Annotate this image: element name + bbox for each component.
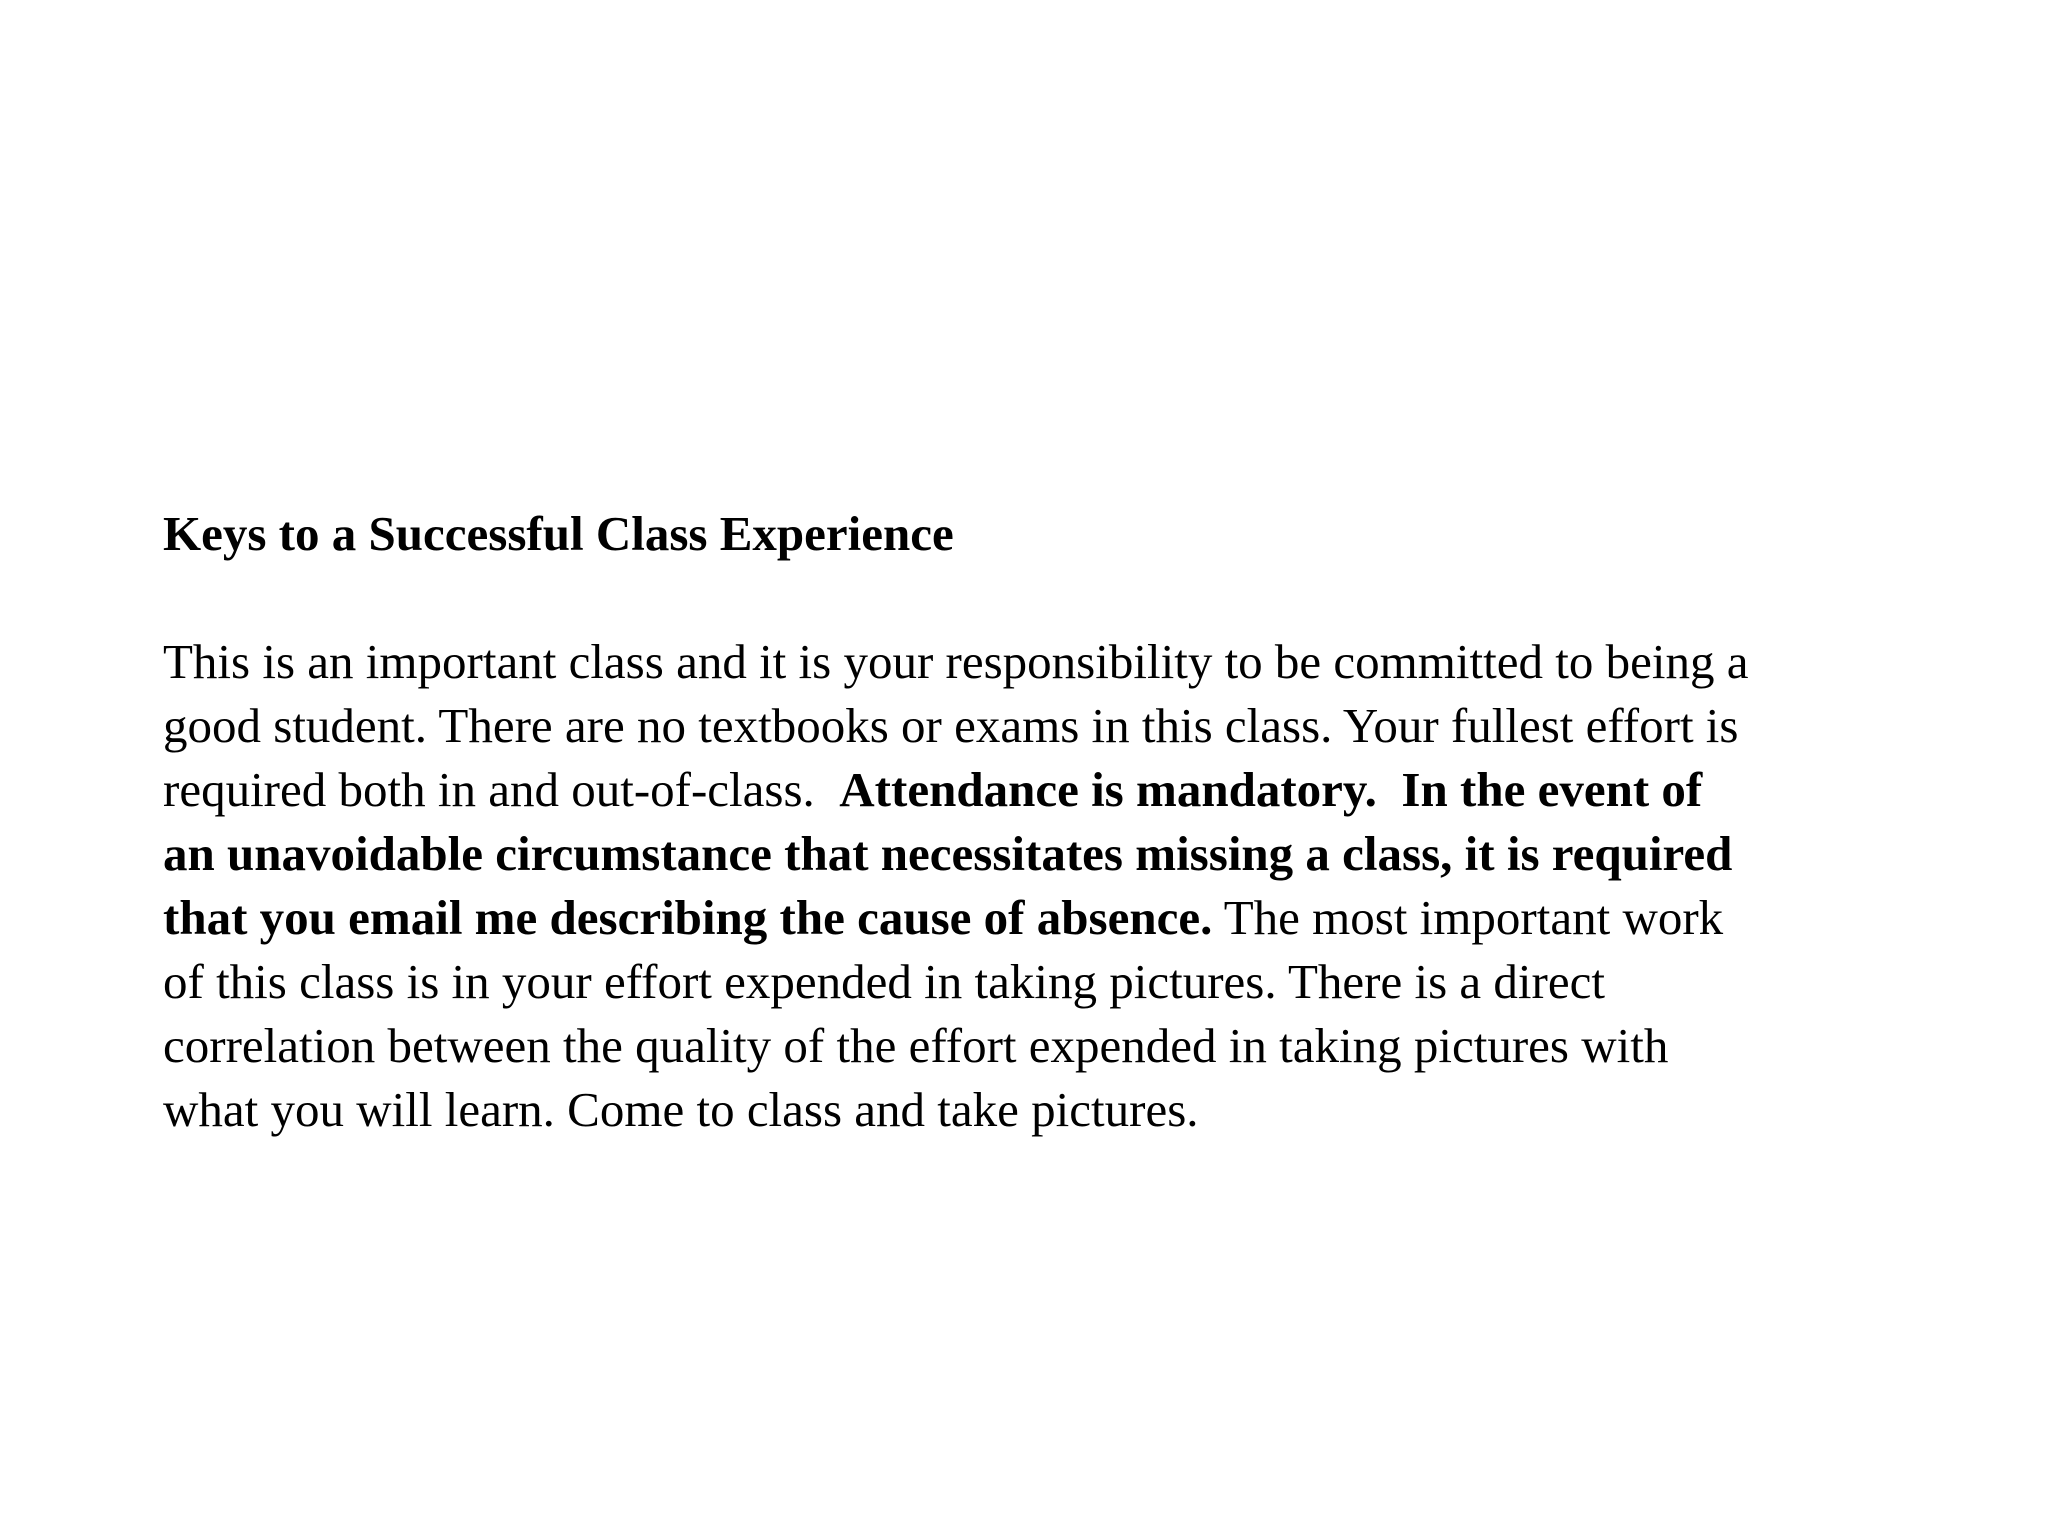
- bold-text-run: that you email me describing the cause of absence.: [163, 890, 1213, 945]
- document-content: [163, 502, 1913, 1142]
- bold-text-run: Attendance is mandatory. In the event of: [839, 762, 1703, 817]
- document-heading: Keys to a Successful Class Experience: [163, 506, 954, 561]
- text-run: what you will learn. Come to class and take pictures.: [163, 1082, 1199, 1137]
- text-run: required both in and out-of-class.: [163, 762, 840, 817]
- text-run: This is an important class and it is your responsibility to be committed to being a: [163, 634, 1749, 689]
- text-run: The most important work: [1212, 890, 1724, 945]
- paragraph-line: [163, 1078, 1913, 1142]
- text-run: correlation between the quality of the effort expended in taking pictures with: [163, 1018, 1669, 1073]
- paragraph-line: [163, 758, 1913, 822]
- body-paragraph: [163, 630, 1913, 1142]
- paragraph-line: [163, 694, 1913, 758]
- paragraph-line: [163, 950, 1913, 1014]
- bold-text-run: an unavoidable circumstance that necessitates missing a class, it is required: [163, 826, 1733, 881]
- paragraph-line: [163, 1014, 1913, 1078]
- paragraph-line: [163, 630, 1913, 694]
- text-run: good student. There are no textbooks or exams in this class. Your fullest effort is: [163, 698, 1739, 753]
- paragraph-line: [163, 822, 1913, 886]
- text-run: of this class is in your effort expended in taking pictures. There is a direct: [163, 954, 1605, 1009]
- paragraph-line: [163, 886, 1913, 950]
